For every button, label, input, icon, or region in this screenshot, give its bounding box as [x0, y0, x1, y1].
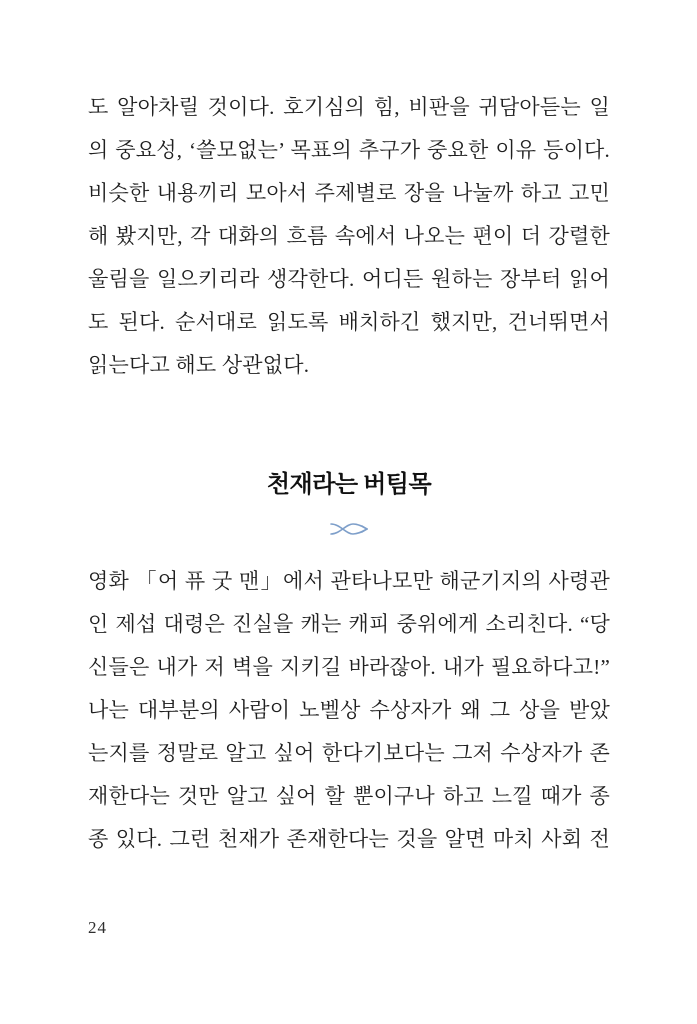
- text-line: 비슷한 내용끼리 모아서 주제별로 장을 나눌까 하고 고민: [88, 181, 610, 205]
- bowtie-flourish-icon: [328, 521, 370, 537]
- text-line: 재한다는 것만 알고 싶어 할 뿐이구나 하고 느낄 때가 종: [88, 784, 610, 808]
- text-line: 도 알아차릴 것이다. 호기심의 힘, 비판을 귀담아듣는 일: [88, 95, 610, 119]
- page-number: 24: [88, 918, 107, 937]
- text-line: 도 된다. 순서대로 읽도록 배치하긴 했지만, 건너뛰면서: [88, 310, 610, 334]
- text-line: 의 중요성, ‘쓸모없는’ 목표의 추구가 중요한 이유 등이다.: [88, 138, 610, 162]
- section-ornament: [88, 520, 610, 542]
- text-line: 읽는다고 해도 상관없다.: [88, 353, 310, 377]
- text-line: 영화 「어 퓨 굿 맨」에서 관타나모만 해군기지의 사령관: [88, 569, 610, 593]
- section-title: 천재라는 버팀목: [266, 472, 432, 498]
- text-line: 울림을 일으키리라 생각한다. 어디든 원하는 장부터 읽어: [88, 267, 610, 291]
- text-line: 는지를 정말로 알고 싶어 한다기보다는 그저 수상자가 존: [88, 741, 610, 765]
- text-line: 신들은 내가 저 벽을 지키길 바라잖아. 내가 필요하다고!”: [88, 655, 610, 679]
- text-line: 해 봤지만, 각 대화의 흐름 속에서 나오는 편이 더 강렬한: [88, 224, 610, 248]
- text-line: 종 있다. 그런 천재가 존재한다는 것을 알면 마치 사회 전: [88, 827, 610, 851]
- text-line: 인 제섭 대령은 진실을 캐는 캐피 중위에게 소리친다. “당: [88, 612, 610, 636]
- paragraph-1: [88, 86, 610, 387]
- paragraph-2: [88, 560, 610, 861]
- text-line: 나는 대부분의 사람이 노벨상 수상자가 왜 그 상을 받았: [88, 698, 610, 722]
